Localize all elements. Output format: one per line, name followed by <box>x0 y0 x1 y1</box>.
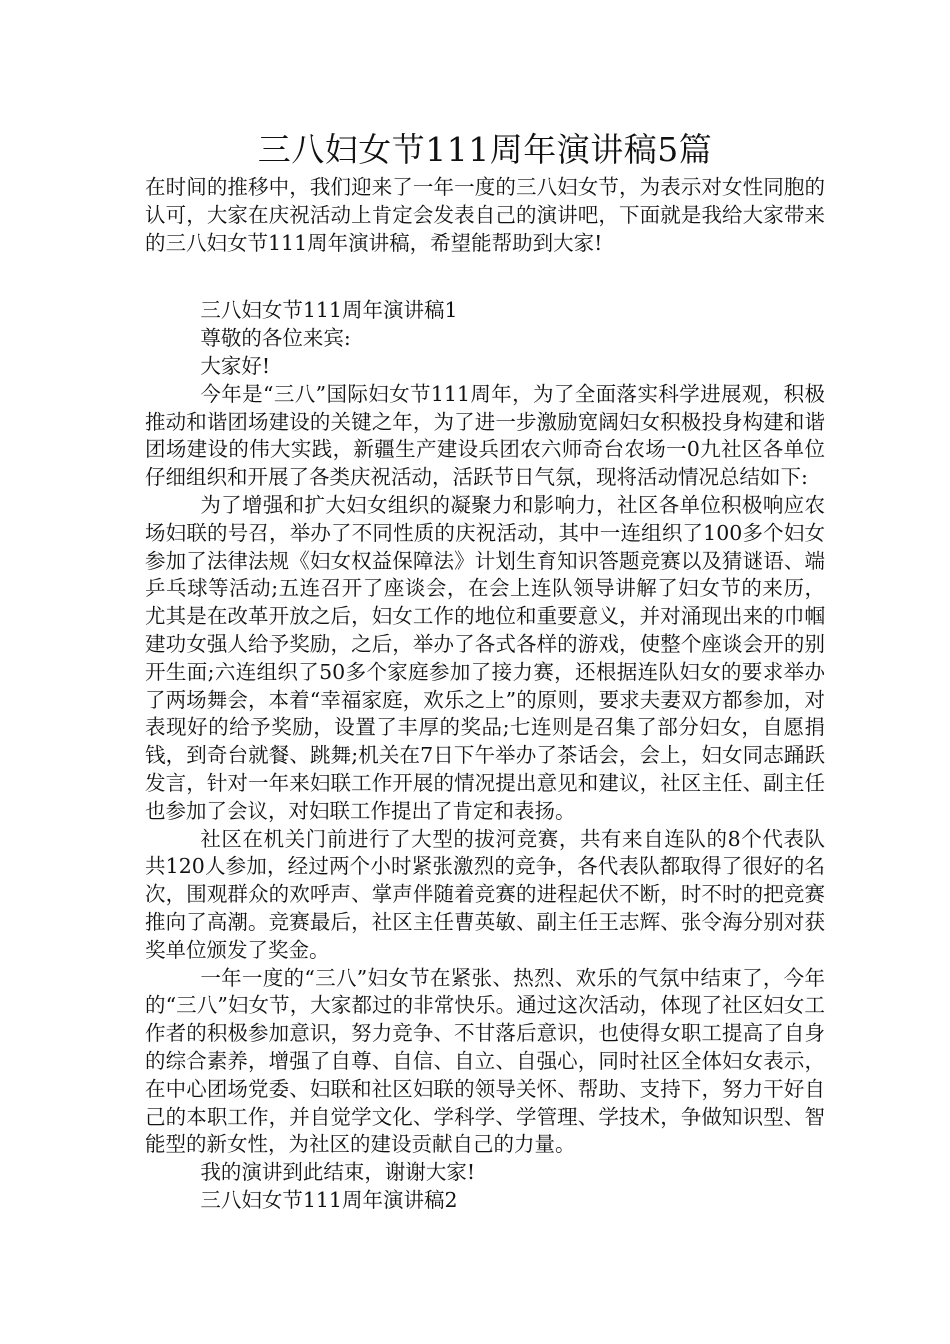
paragraph-gap <box>145 257 825 297</box>
body-paragraph-3: 社区在机关门前进行了大型的拔河竞赛，共有来自连队的8个代表队共120人参加，经过两个小时紧张激烈的竞争，各代表队都取得了很好的名次，围观群众的欢呼声、掌声伴随着竞赛的进程起伏不断，时不时的把竞赛推向了高潮。竞赛最后，社区主任曹英敏、副主任王志辉、张令海分别对获奖单位颁发了奖金。 <box>145 826 825 962</box>
section-heading-2: 三八妇女节111周年演讲稿2 <box>200 1187 458 1212</box>
closing-line: 我的演讲到此结束，谢谢大家! <box>200 1160 476 1185</box>
body-paragraph-4: 一年一度的“三八”妇女节在紧张、热烈、欢乐的气氛中结束了，今年的“三八”妇女节，大家都过的非常快乐。通过这次活动，体现了社区妇女工作者的积极参加意识，努力竞争、不甘落后意识，也使得女职工提高了自身的综合素养，增强了自尊、自信、自立、自强心，同时社区全体妇女表示，在中心团场党委、妇联和社区妇联的领导关怀、帮助、支持下，努力干好自己的本职工作，并自觉学文化、学科学、学管理、学技术，争做知识型、智能型的新女性，为社区的建设贡献自己的力量。 <box>145 965 825 1157</box>
document-page <box>145 128 825 1215</box>
document-title: 三八妇女节111周年演讲稿5篇 <box>257 130 713 169</box>
intro-paragraph: 在时间的推移中，我们迎来了一年一度的三八妇女节，为表示对女性同胞的认可，大家在庆祝活动上肯定会发表自己的演讲吧，下面就是我给大家带来的三八妇女节111周年演讲稿，希望能帮助到大家! <box>145 175 825 255</box>
salutation: 尊敬的各位来宾: <box>200 326 351 351</box>
body-paragraph-1: 今年是“三八”国际妇女节111周年，为了全面落实科学进展观，积极推动和谐团场建设的关键之年，为了进一步激励宽阔妇女积极投身构建和谐团场建设的伟大实践，新疆生产建设兵团农六师奇台农场一0九社区各单位仔细组织和开展了各类庆祝活动，活跃节日气氛，现将活动情况总结如下: <box>145 381 825 490</box>
body-paragraph-2: 为了增强和扩大妇女组织的凝聚力和影响力，社区各单位积极响应农场妇联的号召，举办了不同性质的庆祝活动，其中一连组织了100多个妇女参加了法律法规《妇女权益保障法》计划生育知识答题竞赛以及猜谜语、端乒乓球等活动;五连召开了座谈会，在会上连队领导讲解了妇女节的来历，尤其是在改革开放之后，妇女工作的地位和重要意义，并对涌现出来的巾帼建功女强人给予奖励，之后，举办了各式各样的游戏，使整个座谈会开的别开生面;六连组织了50多个家庭参加了接力赛，还根据连队妇女的要求举办了两场舞会，本着“幸福家庭，欢乐之上”的原则，要求夫妻双方都参加，对表现好的给予奖励，设置了丰厚的奖品;七连则是召集了部分妇女，自愿捐钱，到奇台就餐、跳舞;机关在7日下午举办了茶话会，会上，妇女同志踊跃发言，针对一年来妇联工作开展的情况提出意见和建议，社区主任、副主任也参加了会议，对妇联工作提出了肯定和表扬。 <box>145 492 825 823</box>
section-heading-1: 三八妇女节111周年演讲稿1 <box>200 298 458 323</box>
greeting: 大家好! <box>200 353 271 378</box>
